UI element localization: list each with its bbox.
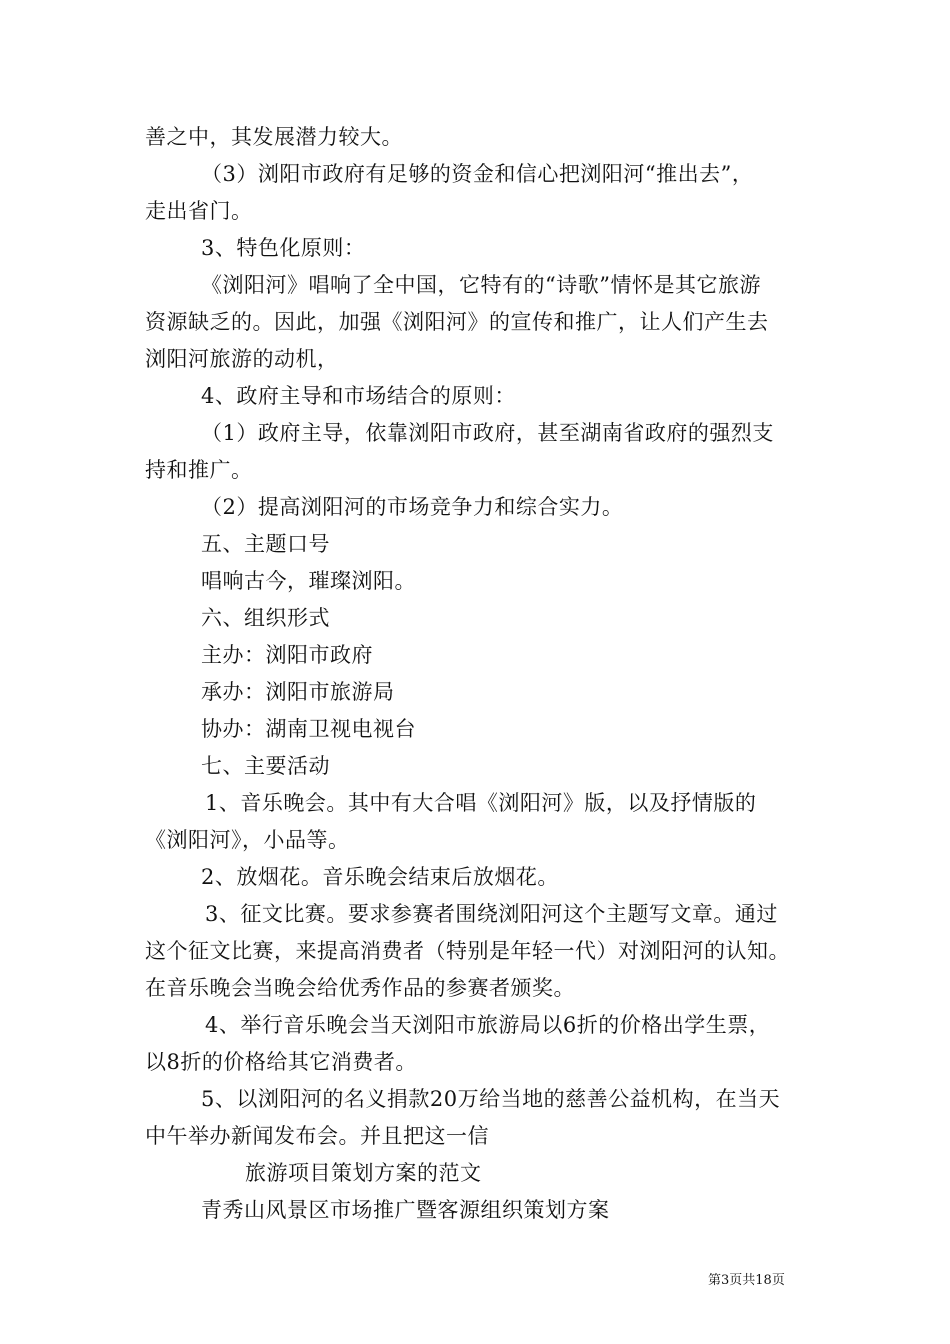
text-line: 浏阳河旅游的动机， [145,347,339,371]
text-line: 善之中，其发展潜力较大。 [145,125,403,149]
text-line: 走出省门。 [145,199,253,223]
text-line: 3、征文比赛。要求参赛者围绕浏阳河这个主题写文章。通过 [205,902,778,926]
text-line: 在音乐晚会当晚会给优秀作品的参赛者颁奖。 [145,976,575,1000]
section-heading: 七、主要活动 [201,754,330,778]
text-line: （3）浏阳市政府有足够的资金和信心把浏阳河“推出去”， [201,162,754,186]
text-line: 《浏阳河》，小品等。 [145,828,350,852]
document-subtitle: 青秀山风景区市场推广暨客源组织策划方案 [201,1198,610,1222]
page-number: 第3页共18页 [708,1273,785,1288]
text-line: 资源缺乏的。因此，加强《浏阳河》的宣传和推广，让人们产生去 [145,310,769,334]
document-title: 旅游项目策划方案的范文 [245,1161,482,1185]
section-heading: 五、主题口号 [201,532,330,556]
text-line: （2）提高浏阳河的市场竞争力和综合实力。 [201,495,624,519]
text-line: 4、举行音乐晚会当天浏阳市旅游局以6折的价格出学生票， [205,1013,771,1037]
text-line: 唱响古今，璀璨浏阳。 [201,569,416,593]
text-line: 《浏阳河》唱响了全中国，它特有的“诗歌”情怀是其它旅游 [201,273,761,297]
section-heading: 六、组织形式 [201,606,330,630]
text-line: 这个征文比赛，来提高消费者（特别是年轻一代）对浏阳河的认知。 [145,939,790,963]
text-line: 持和推广。 [145,458,253,482]
text-line: 主办：浏阳市政府 [201,643,373,667]
text-line: 5、以浏阳河的名义捐款20万给当地的慈善公益机构，在当天 [201,1087,781,1111]
text-line: 2、放烟花。音乐晚会结束后放烟花。 [201,865,559,889]
section-heading: 3、特色化原则： [201,236,366,260]
text-line: 承办：浏阳市旅游局 [201,680,395,704]
text-line: 以8折的价格给其它消费者。 [145,1050,417,1074]
text-line: 中午举办新闻发布会。并且把这一信 [145,1124,489,1148]
text-line: 1、音乐晚会。其中有大合唱《浏阳河》版，以及抒情版的 [205,791,757,815]
text-line: （1）政府主导，依靠浏阳市政府，甚至湖南省政府的强烈支 [201,421,774,445]
text-line: 协办：湖南卫视电视台 [201,717,416,741]
section-heading: 4、政府主导和市场结合的原则： [201,384,516,408]
